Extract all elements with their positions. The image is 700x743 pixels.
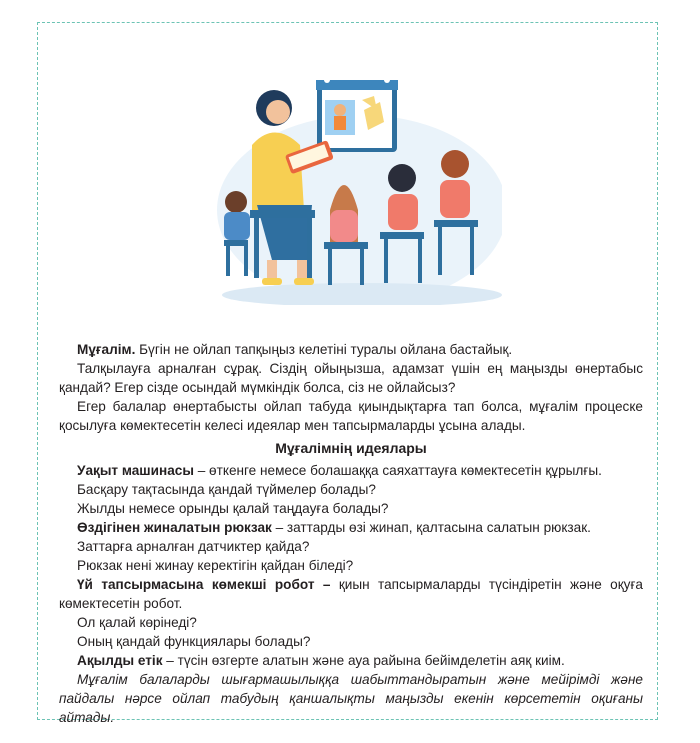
idea-title: Үй тапсырмасына көмекші робот – bbox=[77, 577, 331, 592]
question: Рюкзак нені жинау керектігін қайдан біледі? bbox=[77, 558, 354, 573]
idea-title: Ақылды етік bbox=[77, 653, 163, 668]
question: Жылды немесе орынды қалай таңдауға болады? bbox=[77, 501, 389, 516]
idea-backpack bbox=[59, 518, 643, 537]
question: Оның қандай функциялары болады? bbox=[77, 634, 311, 649]
question: Басқару тақтасында қандай түймелер болады? bbox=[77, 482, 376, 497]
body-text bbox=[59, 340, 643, 727]
idea-title: Өздігінен жиналатын рюкзак bbox=[77, 520, 272, 535]
idea-robot bbox=[59, 575, 643, 613]
teacher-text: Бүгін не ойлап тапқыңыз келетіні туралы ойлана бастайық. bbox=[135, 342, 513, 357]
question: Ол қалай көрінеді? bbox=[77, 615, 197, 630]
difficulty-paragraph: Егер балалар өнертабысты ойлап табуда қиындықтарға тап болса, мұғалім процеске қосылуға көмектесетін келесі идеялар мен тапсырмаларды ұсына алады. bbox=[59, 399, 643, 433]
idea-boot bbox=[59, 651, 643, 670]
question: Заттарға арналған датчиктер қайда? bbox=[77, 539, 310, 554]
idea-desc: – өткенге немесе болашаққа саяхаттауға көмектесетін құрылғы. bbox=[193, 463, 602, 478]
idea-time-machine bbox=[59, 461, 643, 480]
idea-title: Уақыт машинасы bbox=[77, 463, 194, 478]
closing-paragraph: Мұғалім балаларды шығармашылыққа шабыттандыратын және мейірімді және пайдалы нәрсе ойлап табудың қаншалықты маңызды екенін көрсететін оқиғаны айтады. bbox=[59, 672, 643, 725]
idea-desc: қиын тапсырмаларды түсіндіретін және оқуға көмектесетін робот. bbox=[59, 577, 643, 611]
idea-desc: – түсін өзгерте алатын және ауа райына бейімделетін аяқ киім. bbox=[162, 653, 565, 668]
classroom-illustration bbox=[212, 60, 502, 305]
idea-desc: – заттарды өзі жинап, қалтасына салатын рюкзак. bbox=[271, 520, 591, 535]
section-heading: Мұғалімнің идеялары bbox=[275, 440, 427, 456]
discussion-paragraph: Талқылауға арналған сұрақ. Сіздің ойыңызша, адамзат үшін ең маңызды өнертабыс қандай? Егер сізде осындай мүмкіндік болса, сіз не ойлайсыз? bbox=[59, 361, 643, 395]
teacher-paragraph bbox=[59, 340, 643, 359]
teacher-label: Мұғалім. bbox=[77, 342, 136, 357]
